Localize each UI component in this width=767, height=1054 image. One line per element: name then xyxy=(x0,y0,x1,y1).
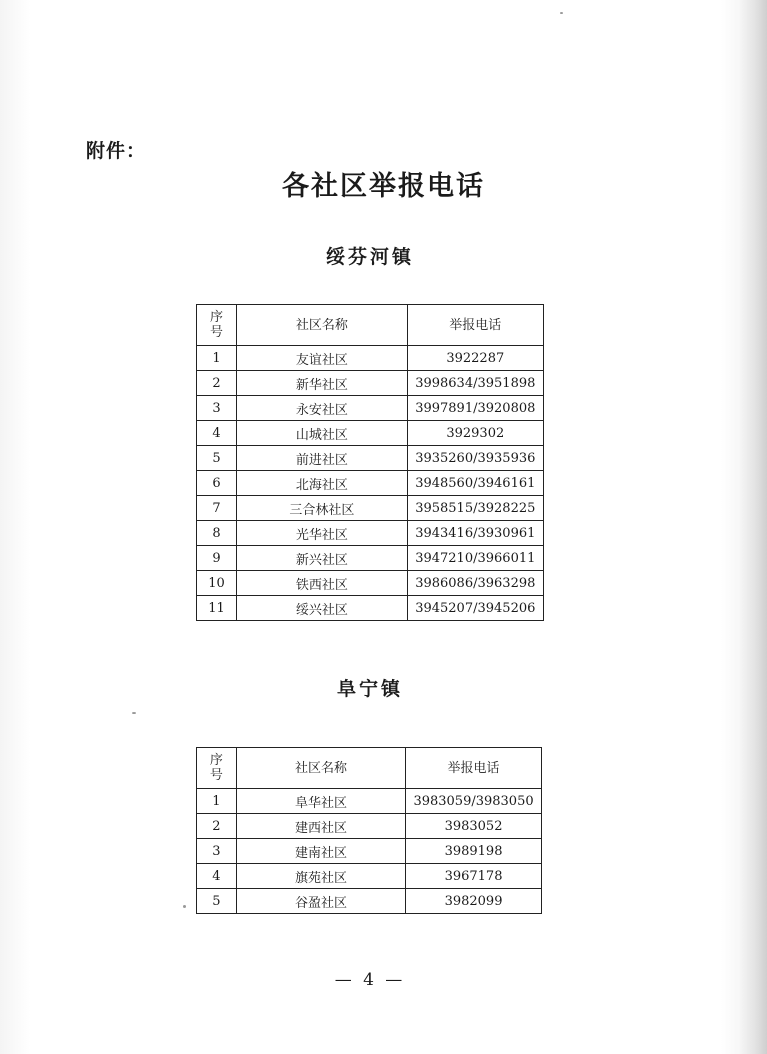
cell-name: 建南社区 xyxy=(236,839,405,864)
cell-phone: 3922287 xyxy=(407,346,543,371)
cell-name: 前进社区 xyxy=(237,446,407,471)
table-body xyxy=(197,748,542,914)
cell-name: 三合林社区 xyxy=(237,496,407,521)
page-number: — 4 — xyxy=(334,970,406,990)
table-row xyxy=(197,421,544,446)
attachment-label: 附件： xyxy=(86,140,147,162)
cell-phone: 3983059/3983050 xyxy=(406,789,542,814)
cell-no: 6 xyxy=(197,471,237,496)
header-phone: 举报电话 xyxy=(406,748,542,789)
cell-name: 绥兴社区 xyxy=(237,596,407,621)
cell-no: 1 xyxy=(197,789,237,814)
page-title: 各社区举报电话 xyxy=(282,171,485,202)
cell-no: 8 xyxy=(197,521,237,546)
cell-name: 旗苑社区 xyxy=(236,864,405,889)
scan-speck xyxy=(132,712,136,714)
scan-speck xyxy=(183,905,186,908)
table-row xyxy=(197,839,542,864)
section-title-suifenhe: 绥芬河镇 xyxy=(325,246,414,268)
cell-name: 阜华社区 xyxy=(236,789,405,814)
table-row xyxy=(197,521,544,546)
section-title-funing: 阜宁镇 xyxy=(336,678,403,700)
table-row xyxy=(197,571,544,596)
header-name: 社区名称 xyxy=(236,748,405,789)
cell-no: 3 xyxy=(197,396,237,421)
table-row xyxy=(197,446,544,471)
cell-name: 铁西社区 xyxy=(237,571,407,596)
table-row xyxy=(197,596,544,621)
cell-no: 10 xyxy=(197,571,237,596)
header-no-text: 序号 xyxy=(209,753,223,783)
cell-phone: 3947210/3966011 xyxy=(407,546,543,571)
cell-phone: 3982099 xyxy=(406,889,542,914)
cell-name: 永安社区 xyxy=(237,396,407,421)
scan-speck xyxy=(560,12,563,14)
cell-phone: 3983052 xyxy=(406,814,542,839)
cell-no: 2 xyxy=(197,814,237,839)
table-row xyxy=(197,371,544,396)
page-edge-shadow xyxy=(739,0,767,1054)
cell-phone: 3997891/3920808 xyxy=(407,396,543,421)
header-name: 社区名称 xyxy=(237,305,407,346)
cell-name: 山城社区 xyxy=(237,421,407,446)
cell-phone: 3986086/3963298 xyxy=(407,571,543,596)
cell-phone: 3967178 xyxy=(406,864,542,889)
cell-no: 5 xyxy=(197,889,237,914)
cell-name: 新华社区 xyxy=(237,371,407,396)
cell-name: 建西社区 xyxy=(236,814,405,839)
cell-no: 7 xyxy=(197,496,237,521)
cell-no: 3 xyxy=(197,839,237,864)
table-row xyxy=(197,496,544,521)
cell-no: 4 xyxy=(197,864,237,889)
cell-no: 4 xyxy=(197,421,237,446)
header-no xyxy=(197,748,237,789)
cell-phone: 3998634/3951898 xyxy=(407,371,543,396)
report-table-suifenhe xyxy=(196,304,544,621)
cell-name: 光华社区 xyxy=(237,521,407,546)
header-no-text: 序号 xyxy=(210,310,224,340)
cell-phone: 3945207/3945206 xyxy=(407,596,543,621)
table-row xyxy=(197,889,542,914)
cell-no: 11 xyxy=(197,596,237,621)
cell-phone: 3948560/3946161 xyxy=(407,471,543,496)
table-header-row xyxy=(197,305,544,346)
cell-phone: 3989198 xyxy=(406,839,542,864)
cell-phone: 3929302 xyxy=(407,421,543,446)
table-row xyxy=(197,471,544,496)
table-row xyxy=(197,814,542,839)
cell-name: 新兴社区 xyxy=(237,546,407,571)
table-row xyxy=(197,789,542,814)
cell-name: 友谊社区 xyxy=(237,346,407,371)
table-body xyxy=(197,305,544,621)
cell-name: 北海社区 xyxy=(237,471,407,496)
cell-no: 9 xyxy=(197,546,237,571)
cell-no: 1 xyxy=(197,346,237,371)
cell-name: 谷盈社区 xyxy=(236,889,405,914)
cell-phone: 3943416/3930961 xyxy=(407,521,543,546)
report-table-funing xyxy=(196,747,542,914)
cell-no: 5 xyxy=(197,446,237,471)
header-phone: 举报电话 xyxy=(407,305,543,346)
table-row xyxy=(197,546,544,571)
header-no xyxy=(197,305,237,346)
cell-no: 2 xyxy=(197,371,237,396)
cell-phone: 3958515/3928225 xyxy=(407,496,543,521)
table-row xyxy=(197,346,544,371)
cell-phone: 3935260/3935936 xyxy=(407,446,543,471)
table-row xyxy=(197,864,542,889)
table-row xyxy=(197,396,544,421)
table-header-row xyxy=(197,748,542,789)
